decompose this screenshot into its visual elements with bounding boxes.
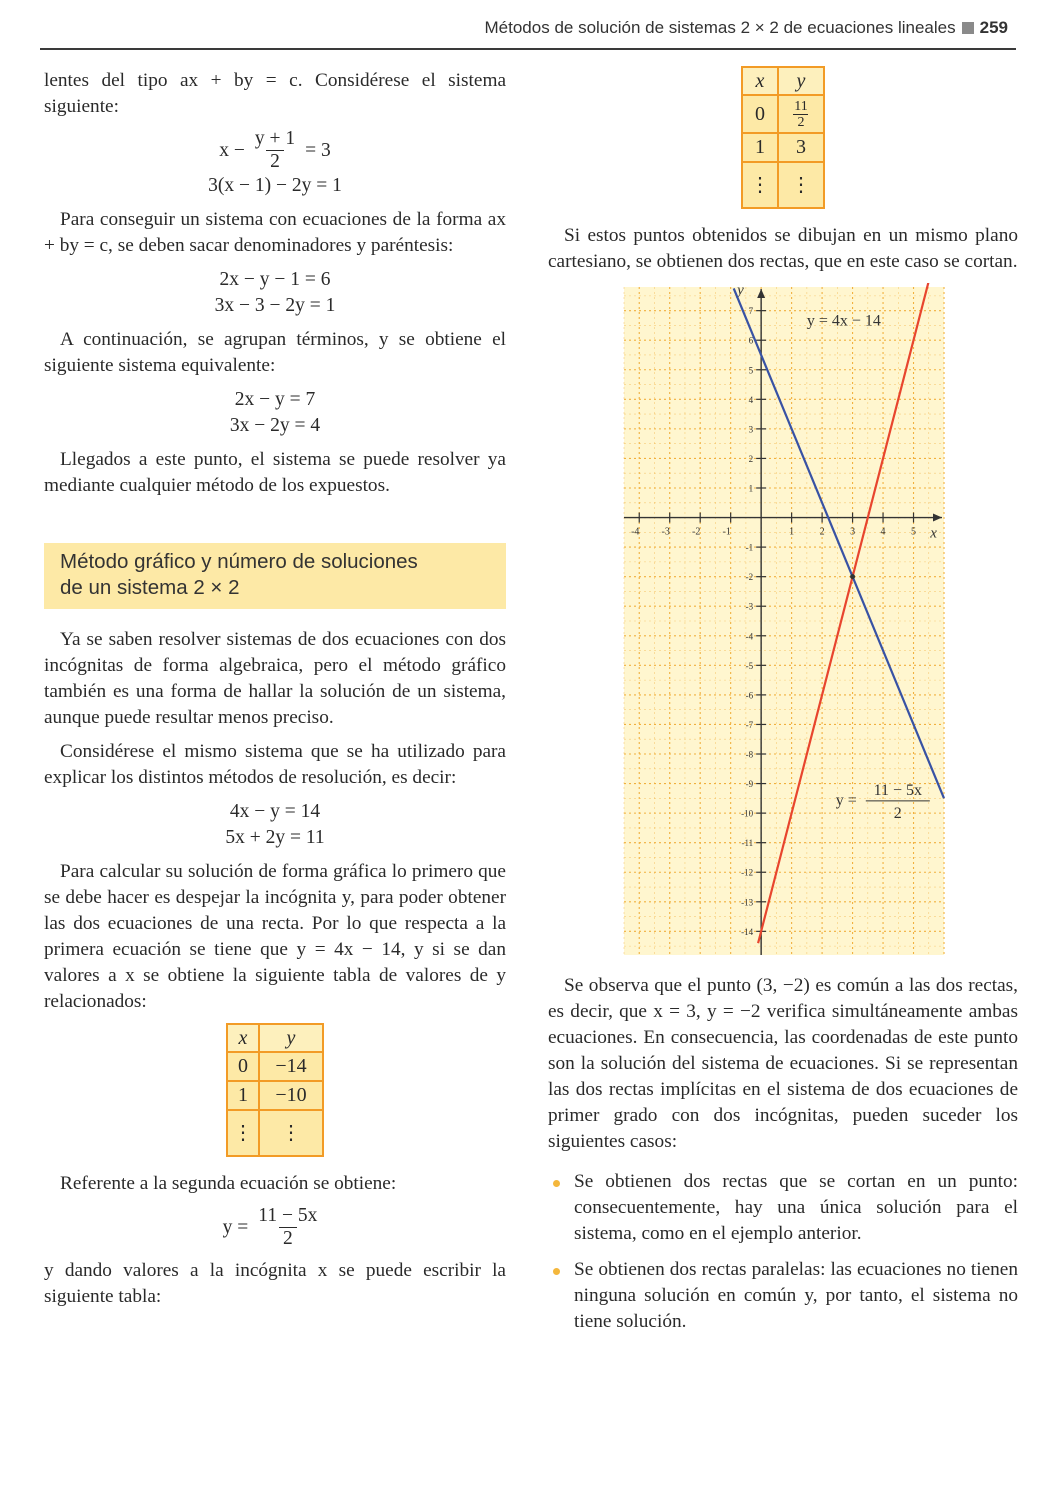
section-heading-line: de un sistema 2 × 2 [60,576,240,599]
table-header-x: x [742,67,778,95]
series-label-denominator: 2 [893,804,902,822]
y-axis-label: y [737,283,744,299]
equation-line: 4x − y = 14 [229,801,321,822]
bullet-icon [553,1268,560,1275]
y-tick-label: -14 [741,926,754,937]
table-header-y: y [259,1024,323,1052]
y-tick-label: -4 [745,631,754,642]
table-cell: −10 [259,1081,323,1110]
y-tick-label: -13 [741,897,754,908]
cartesian-graph [620,283,948,959]
paragraph: Para conseguir un sistema con ecuaciones de la forma ax + by = c, se deben sacar denominadores y paréntesis: [44,209,506,256]
x-tick-label: 4 [880,526,886,538]
y-tick-label: 1 [748,483,754,494]
x-tick-label: -4 [631,526,640,538]
table-cell: 3 [778,133,824,162]
y-tick-label: -12 [741,867,754,878]
table-row [742,95,824,133]
paragraph: Llegados a este punto, el sistema se puede resolver ya mediante cualquier método de los expuestos. [44,449,506,496]
fraction-denominator: 2 [266,150,284,173]
equation-line: 5x + 2y = 11 [225,827,325,848]
x-tick-label: -3 [661,526,670,538]
paragraph: Ya se saben resolver sistemas de dos ecuaciones con dos incógnitas de forma algebraica, pero el método gráfico también es una forma de hallar la solución de un sistema, aunque puede resultar menos preciso. [44,629,506,728]
x-tick-label: 2 [819,526,825,538]
table-cell: ⋮ [778,162,824,208]
table-cell: 1 [227,1081,259,1110]
y-tick-label: -11 [741,838,754,849]
y-tick-label: -2 [745,572,754,583]
fraction-numerator: y + 1 [254,128,296,149]
x-axis-label: x [930,525,937,542]
paragraph: Si estos puntos obtenidos se dibujan en un mismo plano cartesiano, se obtienen dos rectas, que en este caso se cortan. [548,225,1018,272]
bullet-icon [553,1180,560,1187]
cases-list [548,1169,1018,1335]
section-heading [44,543,506,609]
table-row [227,1052,323,1081]
y-tick-label: -7 [745,719,754,730]
table-cell: ⋮ [259,1110,323,1156]
list-item-text: Se obtienen dos rectas paralelas: las ecuaciones no tienen ninguna solución en común y, por tanto, el sistema no tiene solución. [574,1259,1018,1332]
x-tick-label: -2 [692,526,701,538]
page-header [40,0,1016,50]
paragraph: Para calcular su solución de forma gráfica lo primero que se debe hacer es despejar la incógnita y, para poder obtener las dos ecuaciones de una recta. Por lo que respecta a la primera ecuación se tiene que y = 4x − 14, y si se dan valores a x se obtiene la siguiente tabla de valores de y relacionados: [44,861,506,1012]
equation-system-1 [44,128,506,199]
equation-system-3 [44,387,506,439]
y-tick-label: -8 [745,749,754,760]
fraction [790,99,811,130]
equation-term: x − [219,139,245,161]
equation-system-2 [44,267,506,319]
table-row [742,133,824,162]
paragraph: y dando valores a la incógnita x se puede escribir la siguiente tabla: [44,1260,506,1307]
table-row [227,1110,323,1156]
y-tick-label: -6 [745,690,754,701]
x-tick-label: 1 [789,526,795,538]
equation-line: 2x − y = 7 [234,389,316,410]
left-column [44,68,506,1318]
header-title: Métodos de solución de sistemas 2 × 2 de ecuaciones lineales [484,18,956,37]
equation-term: = 3 [305,139,331,161]
y-tick-label: -10 [741,808,754,819]
fraction-numerator: 11 − 5x [258,1205,318,1226]
table-cell: 1 [742,133,778,162]
equation-line: 3x − 3 − 2y = 1 [214,295,336,316]
page-number: 259 [979,18,1008,37]
table-cell: ⋮ [227,1110,259,1156]
equation-term: y = [222,1216,249,1238]
fraction-denominator: 2 [793,114,808,130]
series-label: y = 4x − 14 [806,312,881,330]
paragraph: Referente a la segunda ecuación se obtiene: [60,1173,397,1194]
paragraph: Se observa que el punto (3, −2) es común a las dos rectas, es decir, que x = 3, y = −2 verifica simultáneamente ambas ecuaciones. En consecuencia, las coordenadas de este punto son la solución del sistema de ecuaciones. Si se representan las dos rectas implícitas en el sistema de dos ecuaciones de primer grado con dos incógnitas, pueden suceder los siguientes casos: [548,975,1018,1152]
x-tick-label: -1 [722,526,731,538]
equation-line: 3x − 2y = 4 [229,415,321,436]
fraction-denominator: 2 [279,1227,297,1250]
equation-line: 3(x − 1) − 2y = 1 [208,175,342,196]
equation-line [44,1205,506,1250]
values-table-2 [741,66,825,209]
y-tick-label: 4 [748,394,754,405]
x-tick-label: 5 [911,526,917,538]
y-tick-label: 2 [748,453,754,464]
y-tick-label: -9 [745,779,754,790]
y-tick-label: 3 [748,424,754,435]
equation-system-4 [44,799,506,851]
table-header-x: x [227,1024,259,1052]
right-column [548,56,1018,1345]
paragraph: A continuación, se agrupan términos, y se obtiene el siguiente sistema equivalente: [44,329,506,376]
equation-line [44,128,506,173]
fraction [251,128,299,173]
table-row [742,162,824,208]
values-table-1 [226,1023,324,1157]
table-cell: −14 [259,1052,323,1081]
y-tick-label: -3 [745,601,754,612]
table-cell: 0 [742,95,778,133]
table-cell [778,95,824,133]
table-cell: ⋮ [742,162,778,208]
y-tick-label: -1 [745,542,754,553]
y-tick-label: 6 [748,335,754,346]
fraction [254,1205,321,1250]
series-label-numerator: 11 − 5x [873,781,923,799]
section-heading-line: Método gráfico y número de soluciones [60,550,418,573]
table-cell: 0 [227,1052,259,1081]
paragraph: lentes del tipo ax + by = c. Considérese el sistema siguiente: [44,70,506,117]
y-tick-label: 5 [748,365,754,376]
intersection-point [850,574,855,579]
series-label-prefix: y = [835,791,857,809]
header-text [485,18,1008,38]
table-header-y: y [778,67,824,95]
fraction-numerator: 11 [794,98,808,114]
list-item-text: Se obtienen dos rectas que se cortan en un punto: consecuentemente, hay una única solución para el sistema, como en el ejemplo anterior. [574,1171,1018,1244]
table-row [227,1081,323,1110]
paragraph: Considérese el mismo sistema que se ha utilizado para explicar los distintos métodos de resolución, es decir: [44,741,506,788]
equation-5 [44,1205,506,1250]
list-item [548,1257,1018,1335]
graph-svg [620,283,948,959]
x-tick-label: 3 [850,526,856,538]
equation-line: 2x − y − 1 = 6 [219,269,331,290]
square-bullet-icon [962,22,974,34]
y-tick-label: 7 [748,306,754,317]
list-item [548,1169,1018,1247]
y-tick-label: -5 [745,660,754,671]
